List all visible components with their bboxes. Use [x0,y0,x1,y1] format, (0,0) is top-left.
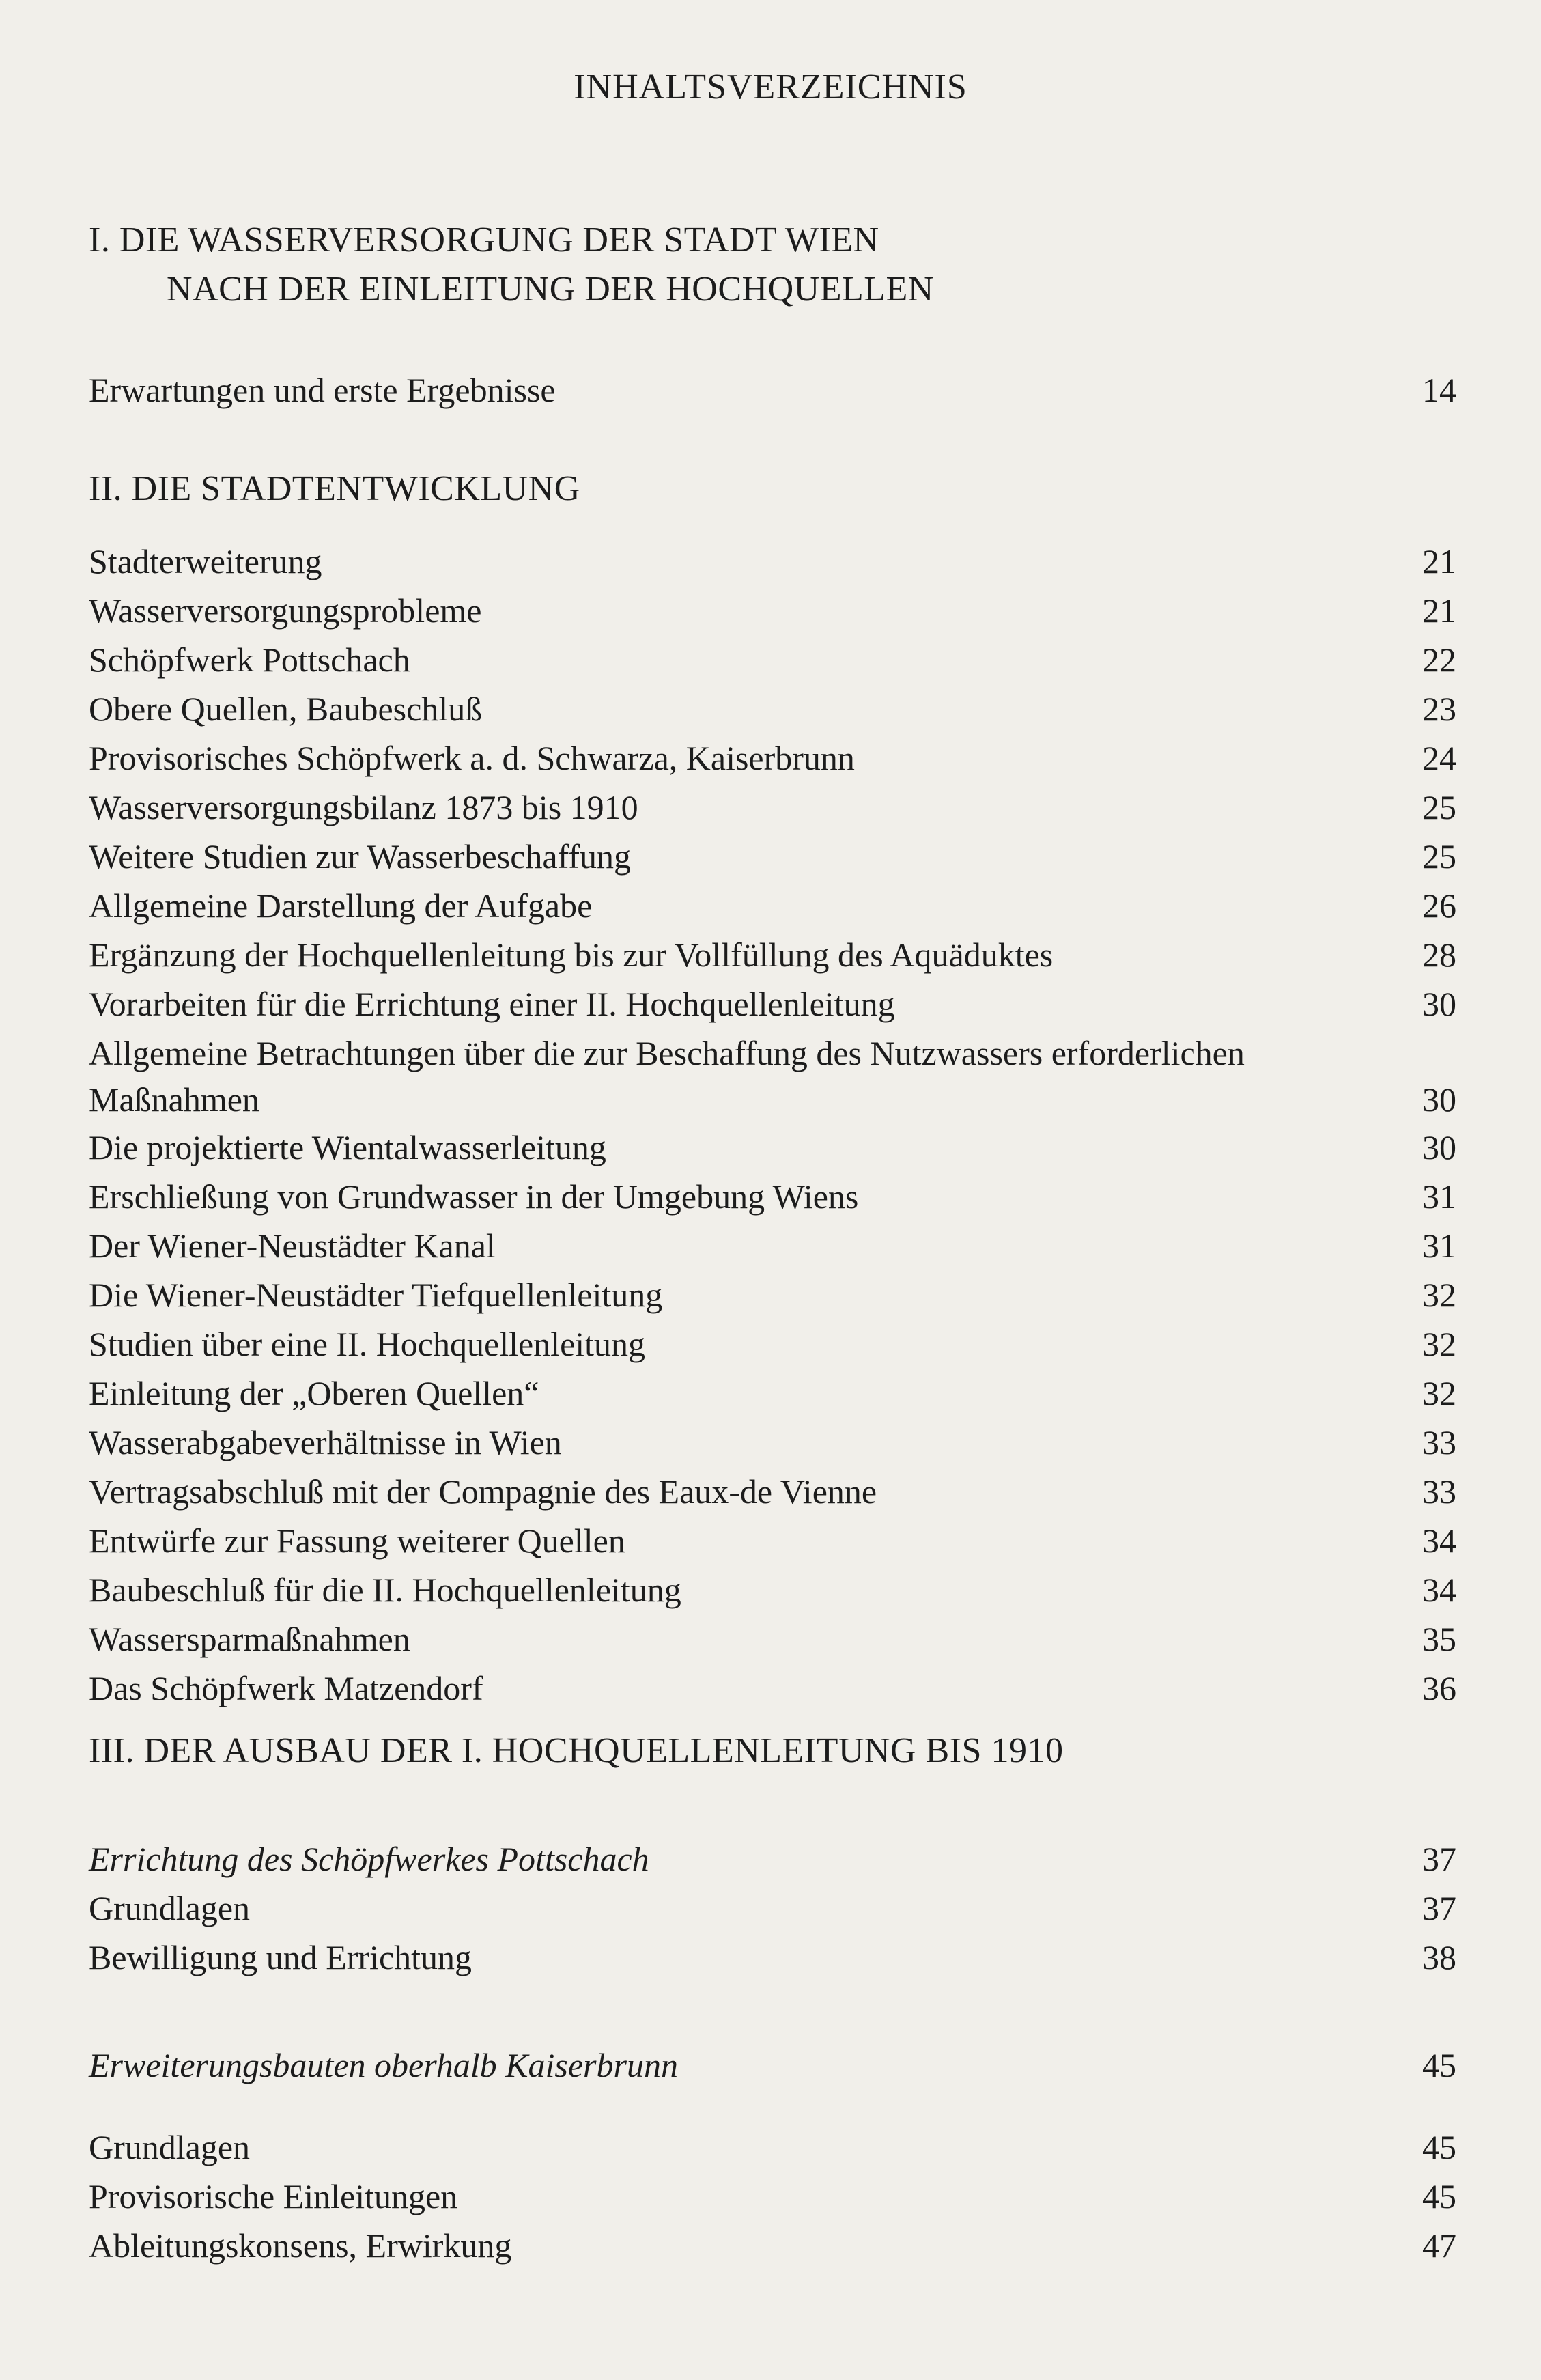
toc-entry-page: 37 [1422,1889,1456,1927]
toc-entry [89,882,1456,929]
toc-entry-label: Errichtung des Schöpfwerkes Pottschach [89,1840,649,1878]
page-title: INHALTSVERZEICHNIS [574,68,967,107]
toc-entry [89,1517,1456,1564]
toc-entry-page: 31 [1422,1177,1456,1216]
toc-entry-page: 32 [1422,1374,1456,1412]
toc-entry-page: 31 [1422,1227,1456,1265]
toc-entry-page: 14 [1422,371,1456,409]
toc-entry-page: 22 [1422,641,1456,679]
toc-entry-label: Allgemeine Darstellung der Aufgabe [89,886,593,925]
toc-entry-page: 30 [1422,985,1456,1023]
toc-entry-page: 21 [1422,542,1456,580]
toc-subsection-entry [89,2042,1456,2088]
toc-entry-label: Wasserversorgungsbilanz 1873 bis 1910 [89,788,638,826]
toc-entry [89,1272,1456,1318]
toc-entry-label: Allgemeine Betrachtungen über die zur Beschaffung des Nutzwassers erforderlichen Maßnahmen [89,1034,1245,1119]
toc-entry-page: 38 [1422,1938,1456,1976]
toc-entry [89,367,1456,413]
toc-entry-page: 36 [1422,1669,1456,1707]
toc-entry-page: 26 [1422,886,1456,925]
toc-entry-page: 21 [1422,591,1456,630]
toc-entry [89,1124,1456,1171]
toc-entry [89,1885,1456,1931]
toc-entry-label: Studien über eine II. Hochquellenleitung [89,1325,646,1363]
toc-entry-label: Grundlagen [89,2128,251,2166]
toc-entry-label: Weitere Studien zur Wasserbeschaffung [89,837,631,876]
toc-entry-page: 33 [1422,1423,1456,1461]
toc-entry-page: 25 [1422,837,1456,876]
toc-entry [89,1321,1456,1367]
toc-entry-label: Bewilligung und Errichtung [89,1938,472,1976]
section-heading-3-line1: III. DER AUSBAU DER I. HOCHQUELLENLEITUNG BIS 1910 [89,1731,1064,1770]
toc-entry-page: 25 [1422,788,1456,826]
toc-entry [89,2173,1456,2220]
section-heading-2 [89,464,580,514]
toc-entry [89,1934,1456,1980]
toc-entry-label: Baubeschluß für die II. Hochquellenleitung [89,1571,681,1609]
toc-entry-page: 45 [1422,2046,1456,2084]
toc-entry [89,1370,1456,1416]
toc-entry [89,686,1456,732]
toc-entry-page: 23 [1422,690,1456,728]
toc-entry [89,1419,1456,1466]
toc-entry-label: Die projektierte Wientalwasserleitung [89,1128,606,1166]
toc-entry-page: 32 [1422,1276,1456,1314]
toc-entry-page: 28 [1422,936,1456,974]
toc-entry [89,1468,1456,1515]
toc-entry [89,538,1456,585]
toc-entry-label: Schöpfwerk Pottschach [89,641,410,679]
toc-entry-page: 45 [1422,2128,1456,2166]
toc-entry-page: 30 [1422,1080,1456,1119]
toc-entry-label: Einleitung der „Oberen Quellen“ [89,1374,539,1412]
toc-entry-label: Erwartungen und erste Ergebnisse [89,371,556,409]
toc-entry-label: Stadterweiterung [89,542,322,580]
section-heading-3 [89,1726,1063,1776]
toc-entry-label: Das Schöpfwerk Matzendorf [89,1669,483,1707]
toc-entry [89,833,1456,880]
toc-entry-page: 35 [1422,1620,1456,1658]
toc-entry-page: 32 [1422,1325,1456,1363]
toc-entry [89,1616,1456,1662]
toc-entry-label: Wasserversorgungsprobleme [89,591,482,630]
toc-entry-label: Erweiterungsbauten oberhalb Kaiserbrunn [89,2046,678,2084]
toc-entry [89,1222,1456,1269]
toc-entry [89,2124,1456,2170]
toc-entry-page: 34 [1422,1571,1456,1609]
toc-entry-page: 34 [1422,1522,1456,1560]
toc-entry [89,1030,1456,1123]
toc-entry [89,735,1456,781]
toc-entry-label: Vertragsabschluß mit der Compagnie des Eaux-de Vienne [89,1472,877,1511]
section-heading-1-line1: I. DIE WASSERVERSORGUNG DER STADT WIEN [89,221,879,260]
toc-entry-label: Wassersparmaßnahmen [89,1620,410,1658]
toc-entry [89,932,1456,978]
section-heading-1-line2: NACH DER EINLEITUNG DER HOCHQUELLEN [167,270,934,309]
toc-entry [89,587,1456,634]
section-heading-2-line1: II. DIE STADTENTWICKLUNG [89,469,580,508]
toc-entry-page: 30 [1422,1128,1456,1166]
toc-entry-label: Der Wiener-Neustädter Kanal [89,1227,496,1265]
toc-entry [89,1665,1456,1711]
toc-entry [89,636,1456,683]
toc-entry-label: Erschließung von Grundwasser in der Umgebung Wiens [89,1177,859,1216]
toc-subsection-entry [89,1836,1456,1882]
toc-entry-page: 45 [1422,2177,1456,2215]
toc-entry [89,1173,1456,1220]
toc-entry [89,2222,1456,2269]
toc-entry-page: 33 [1422,1472,1456,1511]
toc-entry-label: Provisorisches Schöpfwerk a. d. Schwarza, Kaiserbrunn [89,739,855,777]
toc-entry [89,1567,1456,1613]
toc-entry-label: Vorarbeiten für die Errichtung einer II. Hochquellenleitung [89,985,895,1023]
toc-entry-label: Die Wiener-Neustädter Tiefquellenleitung [89,1276,663,1314]
toc-entry-label: Wasserabgabeverhältnisse in Wien [89,1423,562,1461]
toc-entry-page: 37 [1422,1840,1456,1878]
section-heading-1 [89,216,934,314]
toc-entry-label: Obere Quellen, Baubeschluß [89,690,483,728]
toc-entry-page: 47 [1422,2226,1456,2265]
toc-entry-label: Ergänzung der Hochquellenleitung bis zur Vollfüllung des Aquäduktes [89,936,1054,974]
toc-entry-label: Grundlagen [89,1889,251,1927]
toc-entry-label: Entwürfe zur Fassung weiterer Quellen [89,1522,625,1560]
toc-entry [89,784,1456,830]
toc-entry [89,981,1456,1027]
toc-entry-label: Provisorische Einleitungen [89,2177,458,2215]
toc-entry-page: 24 [1422,739,1456,777]
toc-entry-label: Ableitungskonsens, Erwirkung [89,2226,512,2265]
